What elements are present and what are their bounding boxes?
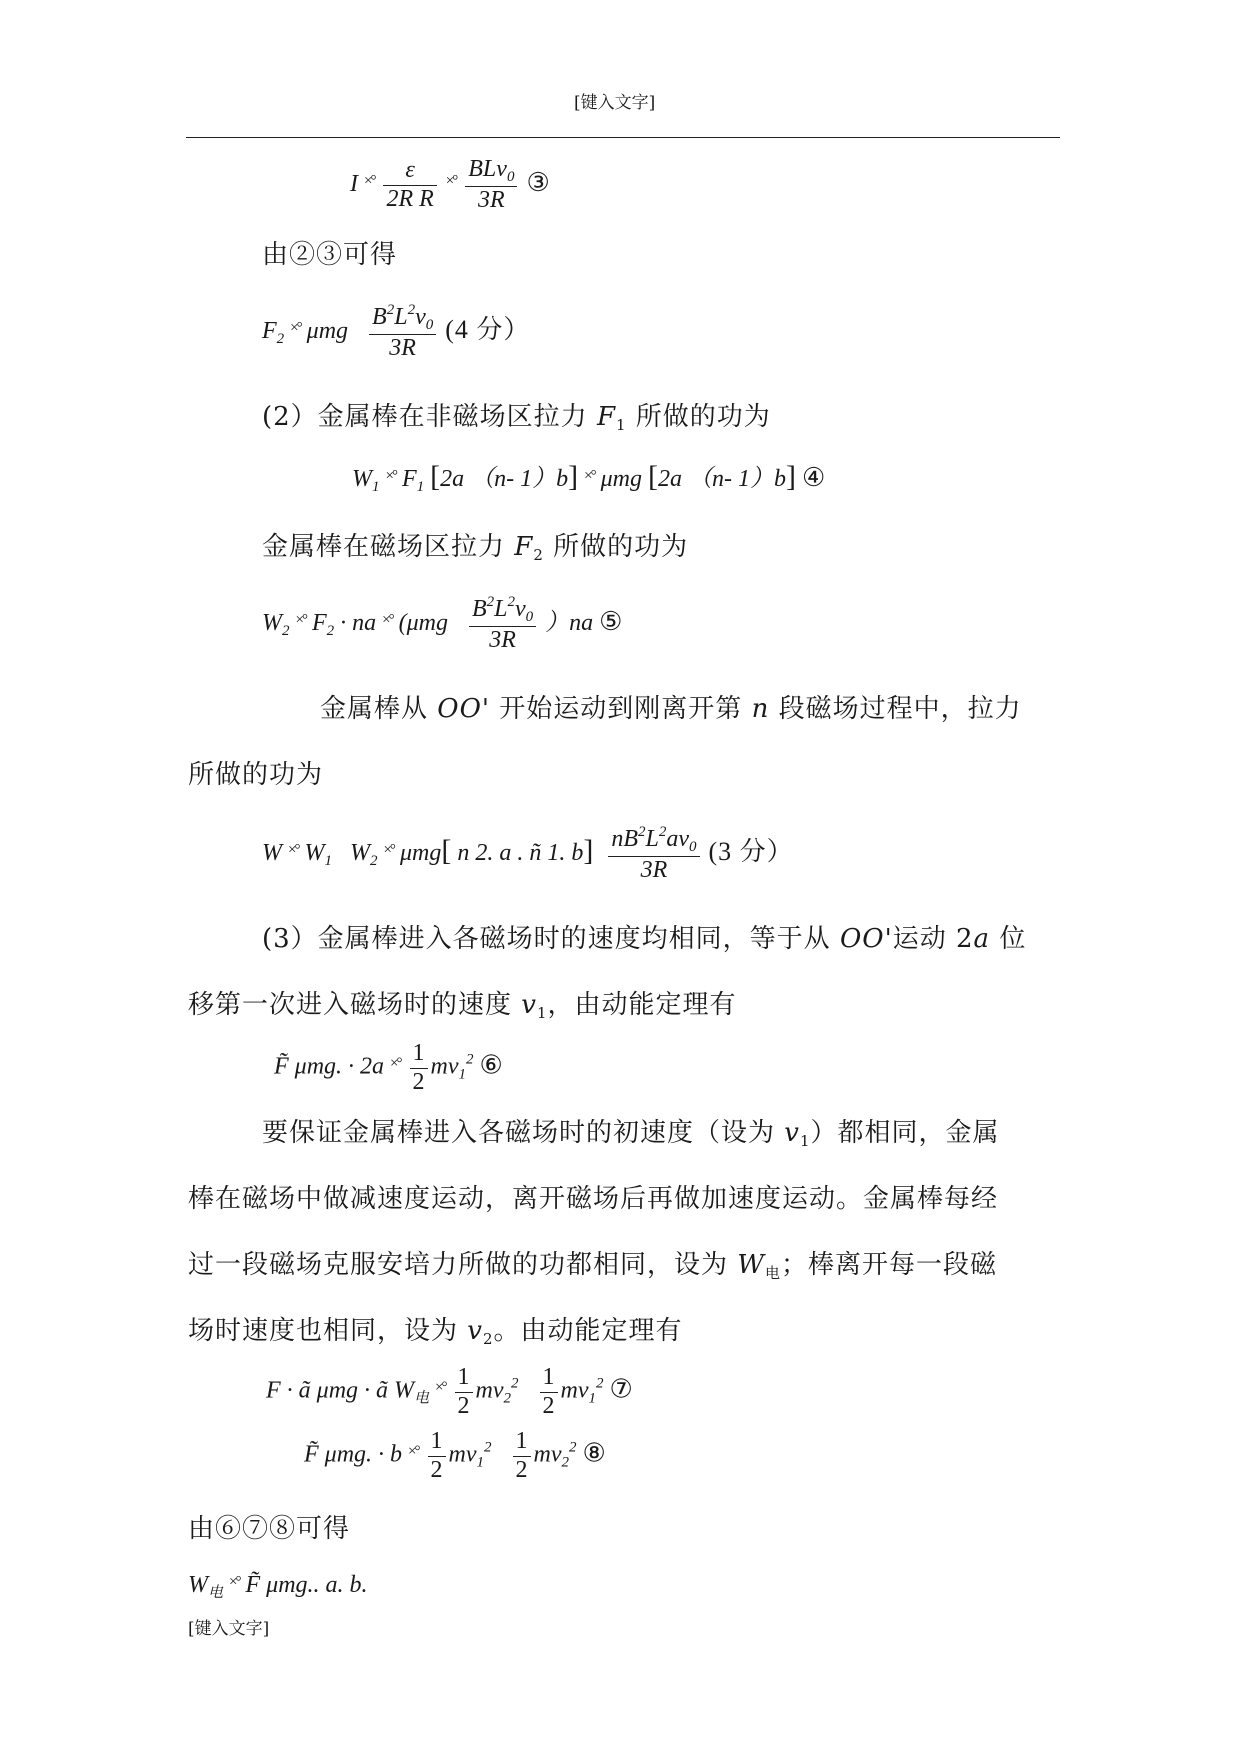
eq-symbol: ×° [364,172,375,189]
equation-number: ④ [802,463,826,492]
eq-symbol: ×° [290,319,301,336]
equation-number: ⑦ [609,1374,633,1404]
fraction: $\frac{BLv_0}{3R}$ [465,156,517,215]
fraction: $\frac{B^2L^2v_0}{3R}$ [369,302,436,363]
equation-6: F̃ μmg. · 2a ×° $\frac{1}{2}$ $mv_1^2$ ⑥ [274,1040,503,1095]
equation-number: ⑤ [599,606,623,636]
fraction: $\frac{1}{2}$ [410,1040,428,1096]
paragraph: 由⑥⑦⑧可得 [188,1514,351,1544]
fraction: $\frac{1}{2}$ [455,1364,473,1420]
fraction: $\frac{B^2L^2v_0}{3R}$ [469,594,536,655]
page-footer: [键入文字] [188,1619,270,1639]
equation-5: $W_2$ ×° $F_2$ · na ×° (μmg $\frac{B^2L^2v_0}{3R}$ ）na ⑤ [262,594,623,654]
fraction: $\frac{\varepsilon}{\text{2R R}}$ [383,157,436,213]
fraction: $\frac{1}{2}$ [540,1364,558,1420]
equation-number: ③ [526,167,550,197]
equation-number: ⑥ [479,1050,503,1080]
equation-f2: $F_2$ ×° μmg $\frac{B^2L^2v_0}{3R}$ (4 分） [262,302,531,362]
paragraph: 由②③可得 [262,240,398,270]
eq-symbol: ×° [445,172,457,189]
score-note: (4 分） [445,314,531,344]
fraction: $\frac{nB^2L^2av_0}{3R}$ [608,824,699,885]
eq-term: I [350,170,358,197]
paragraph: 移第一次进入磁场时的速度 $v_1$，由动能定理有 [188,990,737,1022]
paragraph: 过一段磁场克服安培力所做的功都相同，设为 $W_电$；棒离开每一段磁 [188,1250,998,1282]
paragraph: 棒在磁场中做减速度运动，离开磁场后再做加速度运动。金属棒每经 [188,1184,999,1214]
fraction: $\frac{1}{2}$ [428,1428,446,1484]
page-header: [键入文字] [574,93,656,113]
score-note: (3 分） [708,836,794,866]
paragraph: 要保证金属棒进入各磁场时的初速度（设为 $v_1$）都相同，金属 [262,1118,1000,1150]
equation-3 [350,156,550,215]
header-divider [186,137,1060,138]
paragraph: 场时速度也相同，设为 $v_2$。由动能定理有 [188,1316,683,1348]
equation-w-electric: $W_电$ ×° F̃ μmg.. a. b. [188,1572,368,1601]
paragraph: 金属棒从 OO' 开始运动到刚离开第 n 段磁场过程中，拉力 [320,694,1022,724]
equation-4: $W_1$ ×° $F_1$ [2a （n- 1）b] ×° μmg [2a （n- 1）b] ④ [352,460,826,495]
paragraph: 金属棒在磁场区拉力 $F_2$ 所做的功为 [262,532,689,564]
equation-8: F̃ μmg. · b ×° $\frac{1}{2}$ $mv_1^2$ $\frac{1}{2}$ $mv_2^2$ ⑧ [304,1428,606,1483]
paragraph: (3）金属棒进入各磁场时的速度均相同，等于从 OO'运动 2a 位 [262,924,1027,954]
equation-total-work: W ×° $W_1$ $W_2$ ×° μmg[ n 2. a . ñ 1. b] $\frac{nB^2L^2av_0}{3R}$ (3 分） [262,824,794,884]
paragraph: 所做的功为 [188,760,324,790]
fraction: $\frac{1}{2}$ [513,1428,531,1484]
equation-7: F · ã μmg · ã $W_电$ ×° $\frac{1}{2}$ $mv_2^2$ $\frac{1}{2}$ $mv_1^2$ ⑦ [266,1364,633,1419]
paragraph: (2）金属棒在非磁场区拉力 $F_1$ 所做的功为 [262,402,771,434]
equation-number: ⑧ [582,1438,606,1468]
